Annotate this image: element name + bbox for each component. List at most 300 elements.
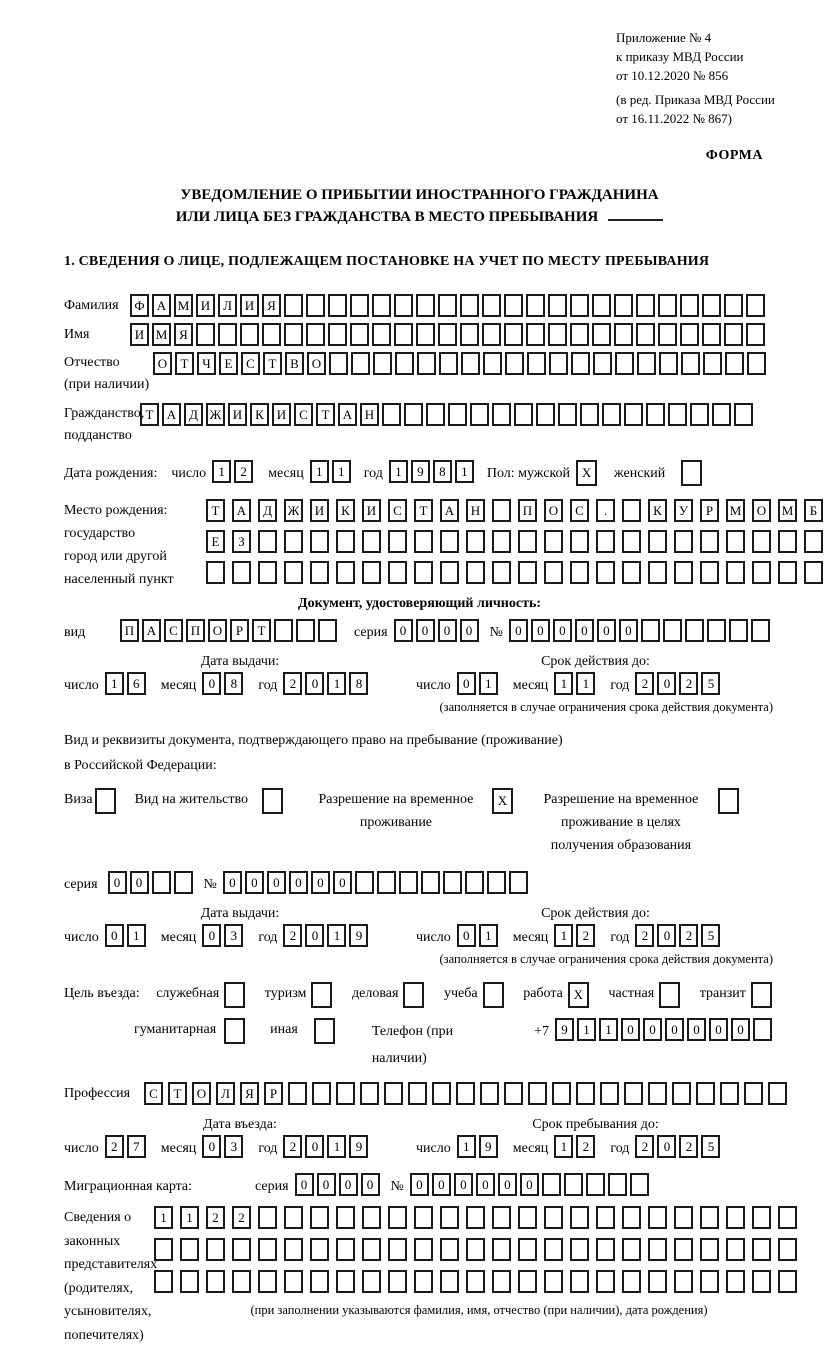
char-cell[interactable]: [306, 294, 325, 317]
char-cell[interactable]: [362, 530, 381, 553]
char-cell[interactable]: 9: [555, 1018, 574, 1041]
char-cell[interactable]: 0: [223, 871, 242, 894]
char-cell[interactable]: [258, 530, 277, 553]
char-cell[interactable]: [518, 1206, 537, 1229]
char-cell[interactable]: [284, 561, 303, 584]
char-cell[interactable]: [351, 352, 370, 375]
char-cell[interactable]: [328, 294, 347, 317]
char-cell[interactable]: 0: [333, 871, 352, 894]
char-cell[interactable]: [614, 294, 633, 317]
char-cell[interactable]: [470, 403, 489, 426]
char-cell[interactable]: [206, 1270, 225, 1293]
char-cell[interactable]: 8: [433, 460, 452, 483]
char-cell[interactable]: [505, 352, 524, 375]
char-cell[interactable]: [674, 530, 693, 553]
char-cell[interactable]: [672, 1082, 691, 1105]
char-cell[interactable]: [586, 1173, 605, 1196]
char-cell[interactable]: П: [120, 619, 139, 642]
char-cell[interactable]: [504, 294, 523, 317]
char-cell[interactable]: М: [726, 499, 745, 522]
char-cell[interactable]: [440, 1238, 459, 1261]
char-cell[interactable]: 1: [310, 460, 329, 483]
char-cell[interactable]: [622, 1270, 641, 1293]
char-cell[interactable]: 1: [554, 924, 573, 947]
char-cell[interactable]: 0: [553, 619, 572, 642]
char-cell[interactable]: .: [596, 499, 615, 522]
char-cell[interactable]: [414, 1206, 433, 1229]
char-cell[interactable]: 2: [283, 924, 302, 947]
char-cell[interactable]: [804, 530, 823, 553]
char-cell[interactable]: [726, 1238, 745, 1261]
char-cell[interactable]: 1: [576, 672, 595, 695]
char-cell[interactable]: Т: [316, 403, 335, 426]
char-cell[interactable]: С: [294, 403, 313, 426]
char-cell[interactable]: [206, 1238, 225, 1261]
option-checkbox[interactable]: [224, 982, 245, 1008]
char-cell[interactable]: [726, 530, 745, 553]
char-cell[interactable]: [702, 323, 721, 346]
char-cell[interactable]: К: [336, 499, 355, 522]
char-cell[interactable]: С: [164, 619, 183, 642]
option-checkbox[interactable]: [403, 982, 424, 1008]
char-cell[interactable]: [544, 1238, 563, 1261]
char-cell[interactable]: 2: [679, 1135, 698, 1158]
char-cell[interactable]: Т: [414, 499, 433, 522]
char-cell[interactable]: 0: [709, 1018, 728, 1041]
char-cell[interactable]: [362, 1238, 381, 1261]
char-cell[interactable]: [394, 323, 413, 346]
char-cell[interactable]: [734, 403, 753, 426]
char-cell[interactable]: [752, 1238, 771, 1261]
char-cell[interactable]: [549, 352, 568, 375]
char-cell[interactable]: [690, 403, 709, 426]
char-cell[interactable]: [388, 1270, 407, 1293]
option-checkbox[interactable]: X: [492, 788, 513, 814]
char-cell[interactable]: [417, 352, 436, 375]
char-cell[interactable]: И: [272, 403, 291, 426]
char-cell[interactable]: [752, 561, 771, 584]
char-cell[interactable]: [362, 1206, 381, 1229]
char-cell[interactable]: [720, 1082, 739, 1105]
char-cell[interactable]: [648, 530, 667, 553]
char-cell[interactable]: Л: [216, 1082, 235, 1105]
char-cell[interactable]: М: [174, 294, 193, 317]
char-cell[interactable]: [466, 1270, 485, 1293]
char-cell[interactable]: [382, 403, 401, 426]
char-cell[interactable]: 0: [575, 619, 594, 642]
char-cell[interactable]: [284, 530, 303, 553]
char-cell[interactable]: М: [778, 499, 797, 522]
char-cell[interactable]: [310, 1238, 329, 1261]
char-cell[interactable]: С: [570, 499, 589, 522]
char-cell[interactable]: [466, 530, 485, 553]
char-cell[interactable]: З: [232, 530, 251, 553]
char-cell[interactable]: [674, 1270, 693, 1293]
char-cell[interactable]: [544, 1270, 563, 1293]
char-cell[interactable]: А: [162, 403, 181, 426]
char-cell[interactable]: [548, 294, 567, 317]
char-cell[interactable]: [622, 1238, 641, 1261]
char-cell[interactable]: А: [440, 499, 459, 522]
char-cell[interactable]: [596, 561, 615, 584]
char-cell[interactable]: Т: [168, 1082, 187, 1105]
char-cell[interactable]: [596, 1206, 615, 1229]
char-cell[interactable]: [310, 1206, 329, 1229]
char-cell[interactable]: 3: [224, 924, 243, 947]
char-cell[interactable]: [492, 561, 511, 584]
char-cell[interactable]: О: [208, 619, 227, 642]
char-cell[interactable]: [318, 619, 337, 642]
char-cell[interactable]: [362, 561, 381, 584]
char-cell[interactable]: [336, 530, 355, 553]
char-cell[interactable]: [336, 561, 355, 584]
char-cell[interactable]: [768, 1082, 787, 1105]
char-cell[interactable]: [778, 1206, 797, 1229]
char-cell[interactable]: 2: [576, 924, 595, 947]
char-cell[interactable]: 2: [679, 672, 698, 695]
char-cell[interactable]: [426, 403, 445, 426]
char-cell[interactable]: [460, 294, 479, 317]
char-cell[interactable]: [702, 294, 721, 317]
char-cell[interactable]: [615, 352, 634, 375]
char-cell[interactable]: [440, 1270, 459, 1293]
char-cell[interactable]: 0: [657, 924, 676, 947]
char-cell[interactable]: Т: [252, 619, 271, 642]
char-cell[interactable]: [288, 1082, 307, 1105]
char-cell[interactable]: 7: [127, 1135, 146, 1158]
char-cell[interactable]: 0: [454, 1173, 473, 1196]
char-cell[interactable]: [372, 294, 391, 317]
char-cell[interactable]: [377, 871, 396, 894]
char-cell[interactable]: В: [285, 352, 304, 375]
char-cell[interactable]: [284, 323, 303, 346]
option-checkbox[interactable]: [311, 982, 332, 1008]
char-cell[interactable]: Т: [140, 403, 159, 426]
char-cell[interactable]: [681, 352, 700, 375]
char-cell[interactable]: 0: [432, 1173, 451, 1196]
char-cell[interactable]: 1: [554, 1135, 573, 1158]
char-cell[interactable]: [700, 1238, 719, 1261]
char-cell[interactable]: [648, 1238, 667, 1261]
char-cell[interactable]: 9: [349, 1135, 368, 1158]
char-cell[interactable]: Н: [360, 403, 379, 426]
char-cell[interactable]: [509, 871, 528, 894]
char-cell[interactable]: [570, 1270, 589, 1293]
char-cell[interactable]: 2: [283, 1135, 302, 1158]
char-cell[interactable]: 0: [597, 619, 616, 642]
char-cell[interactable]: 9: [411, 460, 430, 483]
char-cell[interactable]: 2: [283, 672, 302, 695]
char-cell[interactable]: П: [186, 619, 205, 642]
char-cell[interactable]: [154, 1270, 173, 1293]
char-cell[interactable]: [240, 323, 259, 346]
char-cell[interactable]: [747, 352, 766, 375]
char-cell[interactable]: [336, 1270, 355, 1293]
char-cell[interactable]: [492, 403, 511, 426]
char-cell[interactable]: [648, 1082, 667, 1105]
char-cell[interactable]: [526, 323, 545, 346]
char-cell[interactable]: 1: [154, 1206, 173, 1229]
char-cell[interactable]: П: [518, 499, 537, 522]
char-cell[interactable]: Я: [262, 294, 281, 317]
char-cell[interactable]: [648, 561, 667, 584]
char-cell[interactable]: [624, 1082, 643, 1105]
char-cell[interactable]: 1: [554, 672, 573, 695]
char-cell[interactable]: И: [196, 294, 215, 317]
char-cell[interactable]: [492, 499, 511, 522]
char-cell[interactable]: [630, 1173, 649, 1196]
char-cell[interactable]: [544, 530, 563, 553]
char-cell[interactable]: И: [362, 499, 381, 522]
char-cell[interactable]: О: [192, 1082, 211, 1105]
char-cell[interactable]: 0: [305, 924, 324, 947]
char-cell[interactable]: 5: [701, 672, 720, 695]
char-cell[interactable]: 0: [687, 1018, 706, 1041]
char-cell[interactable]: [746, 294, 765, 317]
char-cell[interactable]: [746, 323, 765, 346]
char-cell[interactable]: 0: [476, 1173, 495, 1196]
char-cell[interactable]: 0: [245, 871, 264, 894]
char-cell[interactable]: [614, 323, 633, 346]
char-cell[interactable]: Д: [184, 403, 203, 426]
char-cell[interactable]: 2: [635, 1135, 654, 1158]
char-cell[interactable]: [514, 403, 533, 426]
char-cell[interactable]: [726, 1270, 745, 1293]
char-cell[interactable]: [526, 294, 545, 317]
char-cell[interactable]: 5: [701, 924, 720, 947]
char-cell[interactable]: [707, 619, 726, 642]
char-cell[interactable]: К: [648, 499, 667, 522]
char-cell[interactable]: [518, 1270, 537, 1293]
char-cell[interactable]: [636, 323, 655, 346]
char-cell[interactable]: [483, 352, 502, 375]
char-cell[interactable]: 0: [438, 619, 457, 642]
option-checkbox[interactable]: [314, 1018, 335, 1044]
char-cell[interactable]: [658, 294, 677, 317]
char-cell[interactable]: [152, 871, 171, 894]
char-cell[interactable]: [416, 294, 435, 317]
char-cell[interactable]: [700, 1270, 719, 1293]
char-cell[interactable]: О: [153, 352, 172, 375]
option-checkbox[interactable]: [95, 788, 116, 814]
char-cell[interactable]: [663, 619, 682, 642]
char-cell[interactable]: [482, 323, 501, 346]
char-cell[interactable]: [752, 530, 771, 553]
char-cell[interactable]: [399, 871, 418, 894]
char-cell[interactable]: [438, 323, 457, 346]
char-cell[interactable]: 1: [479, 924, 498, 947]
char-cell[interactable]: [552, 1082, 571, 1105]
char-cell[interactable]: 0: [108, 871, 127, 894]
char-cell[interactable]: Д: [258, 499, 277, 522]
char-cell[interactable]: [438, 294, 457, 317]
char-cell[interactable]: [536, 403, 555, 426]
char-cell[interactable]: [480, 1082, 499, 1105]
char-cell[interactable]: [258, 1270, 277, 1293]
char-cell[interactable]: [232, 1270, 251, 1293]
char-cell[interactable]: [232, 1238, 251, 1261]
char-cell[interactable]: [461, 352, 480, 375]
char-cell[interactable]: [602, 403, 621, 426]
char-cell[interactable]: [622, 1206, 641, 1229]
char-cell[interactable]: 2: [232, 1206, 251, 1229]
char-cell[interactable]: [180, 1238, 199, 1261]
char-cell[interactable]: 0: [305, 672, 324, 695]
char-cell[interactable]: А: [152, 294, 171, 317]
option-checkbox[interactable]: [483, 982, 504, 1008]
char-cell[interactable]: 0: [202, 1135, 221, 1158]
char-cell[interactable]: 5: [701, 1135, 720, 1158]
char-cell[interactable]: [570, 294, 589, 317]
char-cell[interactable]: [504, 323, 523, 346]
char-cell[interactable]: Т: [206, 499, 225, 522]
char-cell[interactable]: [751, 619, 770, 642]
char-cell[interactable]: [258, 1206, 277, 1229]
char-cell[interactable]: [518, 1238, 537, 1261]
char-cell[interactable]: 1: [455, 460, 474, 483]
char-cell[interactable]: Т: [175, 352, 194, 375]
char-cell[interactable]: [544, 1206, 563, 1229]
char-cell[interactable]: 1: [180, 1206, 199, 1229]
char-cell[interactable]: 1: [327, 924, 346, 947]
char-cell[interactable]: [571, 352, 590, 375]
char-cell[interactable]: [284, 1238, 303, 1261]
char-cell[interactable]: 2: [576, 1135, 595, 1158]
char-cell[interactable]: [804, 561, 823, 584]
char-cell[interactable]: 0: [311, 871, 330, 894]
char-cell[interactable]: [284, 1206, 303, 1229]
char-cell[interactable]: [329, 352, 348, 375]
char-cell[interactable]: 0: [520, 1173, 539, 1196]
char-cell[interactable]: Ж: [284, 499, 303, 522]
char-cell[interactable]: 1: [212, 460, 231, 483]
char-cell[interactable]: [360, 1082, 379, 1105]
char-cell[interactable]: 0: [295, 1173, 314, 1196]
char-cell[interactable]: И: [130, 323, 149, 346]
char-cell[interactable]: [596, 530, 615, 553]
char-cell[interactable]: [154, 1238, 173, 1261]
sex-female-checkbox[interactable]: [681, 460, 702, 486]
char-cell[interactable]: [542, 1173, 561, 1196]
char-cell[interactable]: [726, 561, 745, 584]
option-checkbox[interactable]: [751, 982, 772, 1008]
char-cell[interactable]: 0: [457, 672, 476, 695]
char-cell[interactable]: [492, 1206, 511, 1229]
char-cell[interactable]: [576, 1082, 595, 1105]
char-cell[interactable]: [482, 294, 501, 317]
char-cell[interactable]: [504, 1082, 523, 1105]
char-cell[interactable]: [312, 1082, 331, 1105]
char-cell[interactable]: С: [388, 499, 407, 522]
char-cell[interactable]: [674, 561, 693, 584]
char-cell[interactable]: [778, 1238, 797, 1261]
char-cell[interactable]: [518, 561, 537, 584]
char-cell[interactable]: А: [338, 403, 357, 426]
char-cell[interactable]: [443, 871, 462, 894]
char-cell[interactable]: [421, 871, 440, 894]
char-cell[interactable]: [580, 403, 599, 426]
char-cell[interactable]: [310, 561, 329, 584]
char-cell[interactable]: [753, 1018, 772, 1041]
char-cell[interactable]: [492, 1238, 511, 1261]
char-cell[interactable]: [372, 323, 391, 346]
char-cell[interactable]: [262, 323, 281, 346]
char-cell[interactable]: [592, 294, 611, 317]
char-cell[interactable]: [388, 1206, 407, 1229]
char-cell[interactable]: 0: [643, 1018, 662, 1041]
char-cell[interactable]: О: [752, 499, 771, 522]
char-cell[interactable]: [487, 871, 506, 894]
char-cell[interactable]: 1: [327, 1135, 346, 1158]
char-cell[interactable]: С: [241, 352, 260, 375]
char-cell[interactable]: Е: [219, 352, 238, 375]
option-checkbox[interactable]: [718, 788, 739, 814]
char-cell[interactable]: [646, 403, 665, 426]
char-cell[interactable]: 9: [479, 1135, 498, 1158]
char-cell[interactable]: 0: [621, 1018, 640, 1041]
char-cell[interactable]: [637, 352, 656, 375]
char-cell[interactable]: [232, 561, 251, 584]
char-cell[interactable]: [408, 1082, 427, 1105]
char-cell[interactable]: [174, 871, 193, 894]
char-cell[interactable]: [696, 1082, 715, 1105]
char-cell[interactable]: [752, 1270, 771, 1293]
char-cell[interactable]: [729, 619, 748, 642]
char-cell[interactable]: 1: [327, 672, 346, 695]
char-cell[interactable]: 0: [267, 871, 286, 894]
char-cell[interactable]: 0: [416, 619, 435, 642]
char-cell[interactable]: [592, 323, 611, 346]
char-cell[interactable]: Л: [218, 294, 237, 317]
char-cell[interactable]: [608, 1173, 627, 1196]
char-cell[interactable]: [414, 561, 433, 584]
char-cell[interactable]: Т: [263, 352, 282, 375]
char-cell[interactable]: Н: [466, 499, 485, 522]
char-cell[interactable]: [564, 1173, 583, 1196]
char-cell[interactable]: [456, 1082, 475, 1105]
char-cell[interactable]: [778, 530, 797, 553]
char-cell[interactable]: [674, 1238, 693, 1261]
option-checkbox[interactable]: [262, 788, 283, 814]
char-cell[interactable]: [466, 1206, 485, 1229]
char-cell[interactable]: [296, 619, 315, 642]
char-cell[interactable]: О: [307, 352, 326, 375]
char-cell[interactable]: 1: [577, 1018, 596, 1041]
char-cell[interactable]: 2: [234, 460, 253, 483]
char-cell[interactable]: [258, 1238, 277, 1261]
char-cell[interactable]: [622, 499, 641, 522]
char-cell[interactable]: 0: [105, 924, 124, 947]
char-cell[interactable]: [336, 1206, 355, 1229]
char-cell[interactable]: [570, 323, 589, 346]
char-cell[interactable]: [622, 530, 641, 553]
char-cell[interactable]: Ж: [206, 403, 225, 426]
sex-male-checkbox[interactable]: X: [576, 460, 597, 486]
char-cell[interactable]: [388, 530, 407, 553]
char-cell[interactable]: И: [228, 403, 247, 426]
char-cell[interactable]: [350, 294, 369, 317]
char-cell[interactable]: 2: [206, 1206, 225, 1229]
char-cell[interactable]: [528, 1082, 547, 1105]
char-cell[interactable]: [570, 561, 589, 584]
char-cell[interactable]: [460, 323, 479, 346]
option-checkbox[interactable]: X: [568, 982, 589, 1008]
char-cell[interactable]: [685, 619, 704, 642]
char-cell[interactable]: М: [152, 323, 171, 346]
char-cell[interactable]: [310, 530, 329, 553]
char-cell[interactable]: 8: [224, 672, 243, 695]
char-cell[interactable]: 1: [332, 460, 351, 483]
